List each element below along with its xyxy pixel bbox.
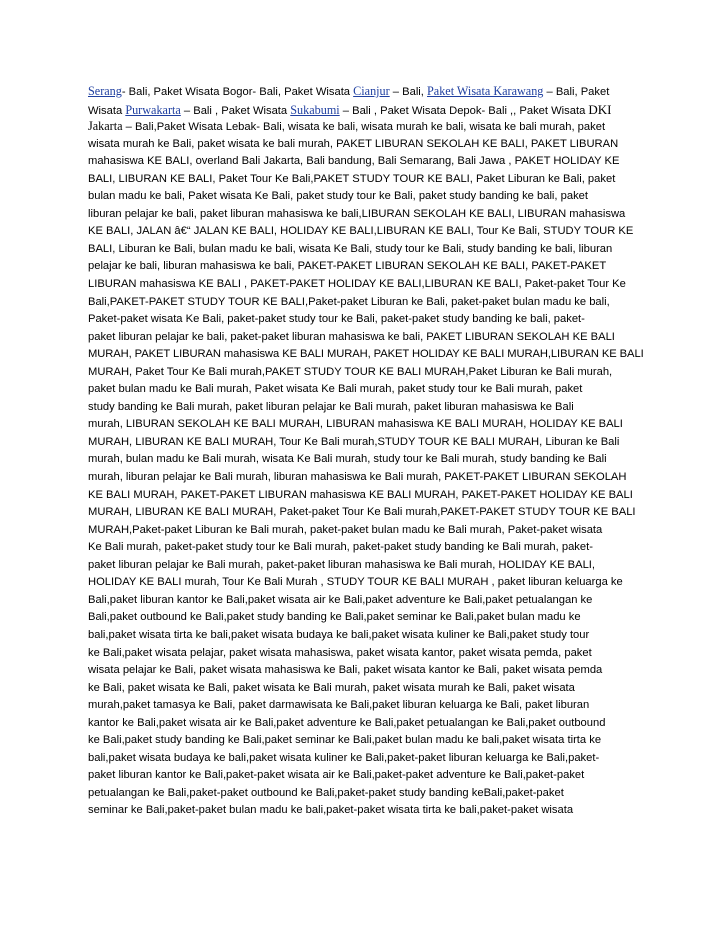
paragraph-line: study banding ke Bali murah, paket liburan pelajar ke Bali murah, paket liburan mahasiswa ke Bali xyxy=(88,400,574,413)
paragraph-line: seminar ke Bali,paket-paket bulan madu ke bali,paket-paket wisata tirta ke bali,paket-paket wisata xyxy=(88,804,574,817)
paragraph-line xyxy=(88,83,644,101)
paragraph-line: pelajar ke bali, liburan mahasiswa ke bali, PAKET-PAKET LIBURAN SEKOLAH KE BALI, PAKET-PAKET xyxy=(88,260,607,273)
paragraph-line: Ke Bali murah, paket-paket study tour ke Bali murah, paket-paket study banding ke Bali murah, paket- xyxy=(88,541,593,554)
paragraph-line: paket liburan kantor ke Bali,paket-paket wisata air ke Bali,paket-paket adventure ke Bali,paket-paket xyxy=(88,769,585,782)
link-paket-wisata-karawang[interactable]: Paket Wisata Karawang xyxy=(427,84,544,98)
paragraph-line: MURAH,Paket-paket Liburan ke Bali murah, paket-paket bulan madu ke Bali murah, Paket-paket wisata xyxy=(88,523,603,536)
paragraph-line: ke Bali,paket wisata pelajar, paket wisata mahasiswa, paket wisata kantor, paket wisata pemda, paket xyxy=(88,646,592,659)
text-segment: DKI xyxy=(588,101,612,117)
paragraph-line: bali,paket wisata tirta ke bali,paket wisata budaya ke bali,paket wisata kuliner ke Bali,paket study tour xyxy=(88,628,590,641)
paragraph-line: liburan pelajar ke bali, paket liburan mahasiswa ke bali,LIBURAN SEKOLAH KE BALI, LIBURAN mahasiswa xyxy=(88,207,626,220)
paragraph-line: BALI, Liburan ke Bali, bulan madu ke bali, wisata Ke Bali, study tour ke Bali, study banding ke bali, liburan xyxy=(88,242,613,255)
paragraph-line xyxy=(88,820,644,838)
paragraph-line: MURAH, Paket Tour Ke Bali murah,PAKET STUDY TOUR KE BALI MURAH,Paket Liburan ke Bali murah, xyxy=(88,365,613,378)
paragraph-line: ke Bali,paket study banding ke Bali,paket seminar ke Bali,paket bulan madu ke bali,paket wisata tirta ke xyxy=(88,734,602,747)
text-segment: – Bali,Paket Wisata Lebak- Bali, wisata ke bali, wisata murah ke bali, wisata ke bali murah, paket xyxy=(122,121,606,134)
paragraph-line: wisata pelajar ke Bali, paket wisata mahasiswa ke Bali, paket wisata kantor ke Bali, paket wisata pemda xyxy=(88,664,603,677)
paragraph-line: BALI, LIBURAN KE BALI, Paket Tour Ke Bali,PAKET STUDY TOUR KE BALI, Paket Liburan ke Bali, paket xyxy=(88,172,616,185)
text-segment: – Bali, xyxy=(389,86,428,98)
paragraph-line: paket bulan madu ke Bali murah, Paket wisata Ke Bali murah, paket study tour ke Bali murah, paket xyxy=(88,383,583,396)
paragraph-line: murah, liburan pelajar ke Bali murah, liburan mahasiswa ke Bali murah, PAKET-PAKET LIBURAN SEKOLAH xyxy=(88,471,627,484)
paragraph-line: murah, bulan madu ke Bali murah, wisata Ke Bali murah, study tour ke Bali murah, study banding ke Bali xyxy=(88,453,607,466)
paragraph-line: mahasiswa KE BALI, overland Bali Jakarta, Bali bandung, Bali Semarang, Bali Jawa , PAKET HOLIDAY KE xyxy=(88,155,620,168)
text-segment: Jakarta xyxy=(88,119,123,134)
paragraph-line: kantor ke Bali,paket wisata air ke Bali,paket adventure ke Bali,paket petualangan ke Bali,paket outbound xyxy=(88,716,606,729)
paragraph-line: KE BALI MURAH, PAKET-PAKET LIBURAN mahasiswa KE BALI MURAH, PAKET-PAKET HOLIDAY KE BALI xyxy=(88,488,633,501)
paragraph-line: MURAH, LIBURAN KE BALI MURAH, Tour Ke Bali murah,STUDY TOUR KE BALI MURAH, Liburan ke Bali xyxy=(88,435,620,448)
paragraph-line: paket liburan pelajar ke bali, paket-paket liburan mahasiswa ke bali, PAKET LIBURAN SEKOLAH KE BALI xyxy=(88,330,615,343)
link-purwakarta[interactable]: Purwakarta xyxy=(125,102,181,117)
link-sukabumi[interactable]: Sukabumi xyxy=(290,102,340,117)
paragraph-line xyxy=(88,118,644,136)
paragraph-line xyxy=(88,101,644,119)
paragraph-line: Bali,paket outbound ke Bali,paket study banding ke Bali,paket seminar ke Bali,paket bulan madu ke xyxy=(88,611,581,624)
link-serang[interactable]: Serang xyxy=(88,84,122,98)
paragraph-line: murah, LIBURAN SEKOLAH KE BALI MURAH, LIBURAN mahasiswa KE BALI MURAH, HOLIDAY KE BALI xyxy=(88,418,623,431)
paragraph-line: petualangan ke Bali,paket-paket outbound ke Bali,paket-paket study banding keBali,paket-paket xyxy=(88,786,564,799)
paragraph-line: LIBURAN mahasiswa KE BALI , PAKET-PAKET HOLIDAY KE BALI,LIBURAN KE BALI, Paket-paket Tour Ke xyxy=(88,278,626,291)
paragraph-line: paket liburan pelajar ke Bali murah, paket-paket liburan mahasiswa ke Bali murah, HOLIDAY KE BALI, xyxy=(88,558,596,571)
paragraph-line: murah,paket tamasya ke Bali, paket darmawisata ke Bali,paket liburan keluarga ke Bali, paket liburan xyxy=(88,699,590,712)
paragraph-line: wisata murah ke Bali, paket wisata ke bali murah, PAKET LIBURAN SEKOLAH KE BALI, PAKET LIBURAN xyxy=(88,137,619,150)
paragraph-line: KE BALI, JALAN â€“ JALAN KE BALI, HOLIDAY KE BALI,LIBURAN KE BALI, Tour Ke Bali, STUDY TOUR KE xyxy=(88,225,634,238)
paragraph-line: ke Bali, paket wisata ke Bali, paket wisata ke Bali murah, paket wisata murah ke Bali, paket wisata xyxy=(88,681,575,694)
paragraph-line: bali,paket wisata budaya ke bali,paket wisata kuliner ke Bali,paket-paket liburan keluarga ke Bali,paket- xyxy=(88,751,600,764)
text-segment: – Bali , Paket Wisata xyxy=(180,104,291,117)
paragraph-line: HOLIDAY KE BALI murah, Tour Ke Bali Murah , STUDY TOUR KE BALI MURAH , paket liburan keluarga ke xyxy=(88,576,623,589)
text-segment: – Bali, Paket xyxy=(543,86,610,98)
paragraph-line: MURAH, PAKET LIBURAN mahasiswa KE BALI MURAH, PAKET HOLIDAY KE BALI MURAH,LIBURAN KE BALI xyxy=(88,348,644,361)
text-segment: - Bali, Paket Wisata Bogor- Bali, Paket Wisata xyxy=(121,86,354,98)
paragraph-line: Bali,paket liburan kantor ke Bali,paket wisata air ke Bali,paket adventure ke Bali,paket petualangan ke xyxy=(88,593,593,606)
document-body xyxy=(88,83,644,838)
text-segment: Wisata xyxy=(88,104,126,117)
paragraph-line: Bali,PAKET-PAKET STUDY TOUR KE BALI,Paket-paket Liburan ke Bali, paket-paket bulan madu ke bali, xyxy=(88,295,610,308)
text-segment: – Bali , Paket Wisata Depok- Bali ,, Paket Wisata xyxy=(339,104,589,117)
paragraph-line: Paket-paket wisata Ke Bali, paket-paket study tour ke Bali, paket-paket study banding ke bali, paket- xyxy=(88,313,585,326)
link-cianjur[interactable]: Cianjur xyxy=(353,84,390,98)
paragraph-line: MURAH, LIBURAN KE BALI MURAH, Paket-paket Tour Ke Bali murah,PAKET-PAKET STUDY TOUR KE BALI xyxy=(88,506,636,519)
paragraph-line: bulan madu ke bali, Paket wisata Ke Bali, paket study tour ke Bali, paket study banding ke bali, paket xyxy=(88,190,589,203)
